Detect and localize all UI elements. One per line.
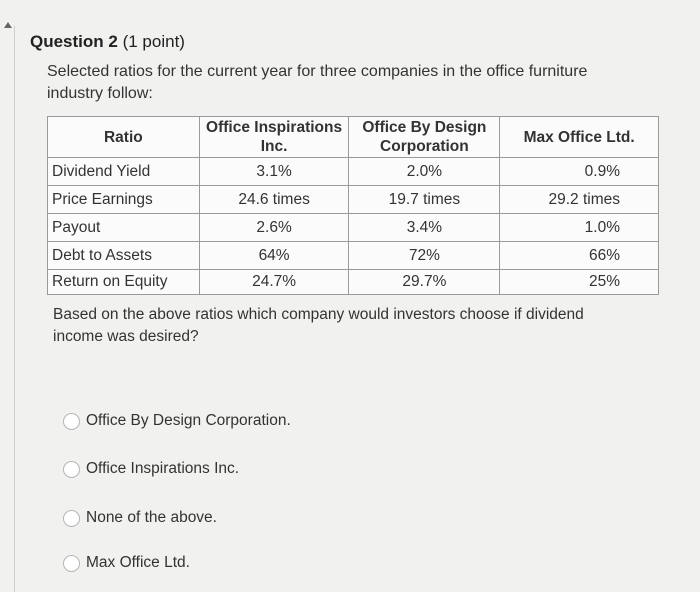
option-label[interactable]: None of the above. (86, 509, 217, 526)
row-label: Dividend Yield (48, 158, 200, 186)
header-ratio: Ratio (48, 117, 200, 158)
option-none-of-the-above[interactable] (63, 509, 217, 527)
cell-office-by-design: 29.7% (349, 270, 500, 295)
table-row (48, 186, 659, 214)
radio-button[interactable] (63, 510, 80, 527)
header-max-office: Max Office Ltd. (500, 117, 659, 158)
table-row (48, 214, 659, 242)
caret-up-icon[interactable] (4, 22, 12, 28)
left-divider (14, 26, 15, 592)
table-row (48, 242, 659, 270)
cell-office-by-design: 72% (349, 242, 500, 270)
cell-office-inspirations: 24.7% (199, 270, 349, 295)
option-office-inspirations[interactable] (63, 460, 239, 478)
ratios-table (47, 116, 659, 295)
row-label: Debt to Assets (48, 242, 200, 270)
question-followup: Based on the above ratios which company would investors choose if dividend income was desired? (53, 306, 584, 345)
header-office-inspirations: Office Inspirations Inc. (199, 117, 349, 158)
cell-max-office: 66% (500, 242, 659, 270)
radio-button[interactable] (63, 555, 80, 572)
option-label[interactable]: Office Inspirations Inc. (86, 460, 240, 477)
cell-office-inspirations: 64% (199, 242, 349, 270)
cell-office-inspirations: 24.6 times (199, 186, 349, 214)
cell-office-by-design: 2.0% (349, 158, 500, 186)
question-points: (1 point) (122, 32, 185, 51)
row-label: Return on Equity (48, 270, 200, 295)
header-office-by-design: Office By Design Corporation (349, 117, 500, 158)
cell-max-office: 0.9% (500, 158, 659, 186)
cell-office-inspirations: 2.6% (199, 214, 349, 242)
question-number: Question 2 (30, 32, 118, 51)
cell-max-office: 25% (500, 270, 659, 295)
option-label[interactable]: Office By Design Corporation. (86, 412, 291, 429)
question-title (30, 32, 185, 52)
cell-max-office: 1.0% (500, 214, 659, 242)
cell-office-by-design: 3.4% (349, 214, 500, 242)
option-label[interactable]: Max Office Ltd. (86, 554, 190, 571)
radio-button[interactable] (63, 413, 80, 430)
table-row (48, 270, 659, 295)
option-office-by-design[interactable] (63, 412, 291, 430)
cell-max-office: 29.2 times (500, 186, 659, 214)
table-row (48, 158, 659, 186)
row-label: Payout (48, 214, 200, 242)
question-prompt: Selected ratios for the current year for three companies in the office furniture industry follow: (47, 63, 588, 102)
radio-button[interactable] (63, 461, 80, 478)
option-max-office[interactable] (63, 554, 190, 572)
row-label: Price Earnings (48, 186, 200, 214)
cell-office-inspirations: 3.1% (199, 158, 349, 186)
cell-office-by-design: 19.7 times (349, 186, 500, 214)
table-header-row (48, 117, 659, 158)
